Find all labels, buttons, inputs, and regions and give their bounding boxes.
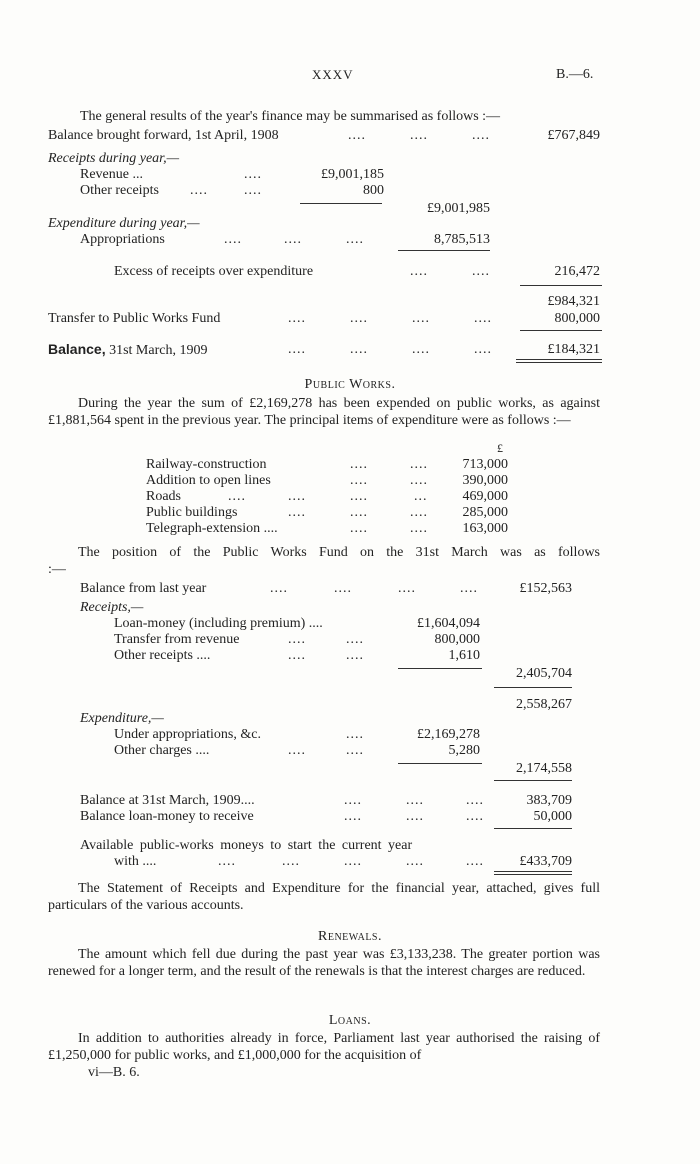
item-amount: 285,000 xyxy=(462,505,508,520)
leader-dots: .... xyxy=(350,342,368,357)
leader-dots: .... xyxy=(350,505,368,520)
currency-symbol: £ xyxy=(497,441,503,455)
sum-rule xyxy=(494,828,572,829)
balance-end-label xyxy=(48,341,207,359)
leader-dots: .... xyxy=(270,581,288,596)
expenditure-title: Expenditure during year,— xyxy=(48,216,200,231)
leader-dots: .... xyxy=(350,311,368,326)
fund-receipts-total: 2,405,704 xyxy=(516,666,572,681)
leader-dots: .... xyxy=(350,521,368,536)
leader-dots: .... xyxy=(472,128,490,143)
sum-rule xyxy=(398,763,482,764)
item-label: Roads xyxy=(146,489,181,504)
balance-march-amount: 383,709 xyxy=(526,793,572,808)
receipts-title: Receipts during year,— xyxy=(48,151,180,166)
balance-loan-amount: 50,000 xyxy=(533,809,572,824)
statement-paragraph: The Statement of Receipts and Expenditure for the financial year, attached, gives full particulars of the various accounts. xyxy=(48,881,600,913)
sum-rule xyxy=(520,285,602,286)
public-works-heading: Public Works. xyxy=(304,377,396,392)
leader-dots: .... xyxy=(412,342,430,357)
loan-money-amount: £1,604,094 xyxy=(417,616,480,631)
fund-expenditure-total: 2,174,558 xyxy=(516,761,572,776)
available-line-2: with .... xyxy=(114,854,157,869)
leader-dots: .... xyxy=(410,457,428,472)
leader-dots: .... xyxy=(288,505,306,520)
item-label: Public buildings xyxy=(146,505,238,520)
loan-money-label: Loan-money (including premium) .... xyxy=(114,616,323,631)
item-label: Railway-construction xyxy=(146,457,267,472)
item-amount: 469,000 xyxy=(462,489,508,504)
leader-dots: .... xyxy=(412,311,430,326)
under-appropriations-label: Under appropriations, &c. xyxy=(114,727,261,742)
receipts-total: £9,001,985 xyxy=(427,201,490,216)
leader-dots: .... xyxy=(406,793,424,808)
leader-dots: .... xyxy=(334,581,352,596)
leader-dots: .... xyxy=(346,743,364,758)
leader-dots: .... xyxy=(346,727,364,742)
other-charges-amount: 5,280 xyxy=(448,743,480,758)
under-appropriations-amount: £2,169,278 xyxy=(417,727,480,742)
leader-dots: .... xyxy=(346,648,364,663)
balance-forward-amount: £767,849 xyxy=(547,128,600,143)
leader-dots: .... xyxy=(410,505,428,520)
fund-other-receipts-amount: 1,610 xyxy=(448,648,480,663)
fund-other-receipts-label: Other receipts .... xyxy=(114,648,211,663)
transfer-amount: 800,000 xyxy=(554,311,600,326)
sum-rule xyxy=(398,668,482,669)
leader-dots: .... xyxy=(282,854,300,869)
leader-dots: .... xyxy=(410,473,428,488)
item-label: Addition to open lines xyxy=(146,473,271,488)
leader-dots: .... xyxy=(344,809,362,824)
leader-dots: .... xyxy=(410,264,428,279)
balance-end-bold: Balance, xyxy=(48,341,106,357)
revenue-amount: £9,001,185 xyxy=(321,167,384,182)
leader-dots: .... xyxy=(244,167,262,182)
sum-rule xyxy=(300,203,382,204)
renewals-heading: Renewals. xyxy=(318,929,382,944)
leader-dots: .... xyxy=(288,648,306,663)
sum-rule xyxy=(494,780,572,781)
leader-dots: .... xyxy=(288,489,306,504)
other-receipts-label: Other receipts xyxy=(80,183,159,198)
leader-dots: .... xyxy=(466,809,484,824)
leader-dots: .... xyxy=(410,128,428,143)
balance-end-amount: £184,321 xyxy=(547,342,600,357)
summary-intro: The general results of the year's finance may be summarised as follows :— xyxy=(80,109,501,124)
loans-heading: Loans. xyxy=(328,1013,372,1028)
leader-dots: .... xyxy=(466,793,484,808)
leader-dots: .... xyxy=(350,457,368,472)
fund-receipts-title: Receipts,— xyxy=(80,600,144,615)
balance-last-amount: £152,563 xyxy=(519,581,572,596)
item-label: Telegraph-extension .... xyxy=(146,521,278,536)
leader-dots: .... xyxy=(346,632,364,647)
leader-dots: .... xyxy=(466,854,484,869)
balance-last-label: Balance from last year xyxy=(80,581,207,596)
appropriations-label: Appropriations xyxy=(80,232,165,247)
leader-dots: .... xyxy=(474,311,492,326)
double-rule xyxy=(494,871,572,875)
loans-paragraph: In addition to authorities already in force, Parliament last year authorised the raising of £1,250,000 for public works, and £1,000,000 for the acquisition of xyxy=(48,1031,600,1063)
balance-march-label: Balance at 31st March, 1909.... xyxy=(80,793,255,808)
leader-dots: .... xyxy=(228,489,246,504)
leader-dots: .... xyxy=(288,743,306,758)
leader-dots: ... xyxy=(414,489,428,504)
leader-dots: .... xyxy=(406,809,424,824)
excess-amount: 216,472 xyxy=(554,264,600,279)
public-works-paragraph: During the year the sum of £2,169,278 has been expended on public works, as against £1,881,564 spent in the previous year. The principal items of expenditure were as follows :— xyxy=(48,396,600,428)
signature-mark: vi—B. 6. xyxy=(88,1065,140,1080)
sum-rule xyxy=(398,250,490,251)
leader-dots: .... xyxy=(218,854,236,869)
leader-dots: .... xyxy=(410,521,428,536)
balance-forward-label: Balance brought forward, 1st April, 1908 xyxy=(48,128,279,143)
fund-subtotal: 2,558,267 xyxy=(516,697,572,712)
fund-paragraph: The position of the Public Works Fund on the 31st March was as follows :— xyxy=(48,545,600,577)
sum-rule xyxy=(494,687,572,688)
leader-dots: .... xyxy=(224,232,242,247)
fund-expenditure-title: Expenditure,— xyxy=(80,711,164,726)
item-amount: 713,000 xyxy=(462,457,508,472)
summary-subtotal: £984,321 xyxy=(547,294,600,309)
leader-dots: .... xyxy=(460,581,478,596)
leader-dots: .... xyxy=(244,183,262,198)
leader-dots: .... xyxy=(398,581,416,596)
leader-dots: .... xyxy=(288,311,306,326)
item-amount: 163,000 xyxy=(462,521,508,536)
renewals-paragraph: The amount which fell due during the past year was £3,133,238. The greater portion was renewed for a longer term, and the result of the renewals is that the interest charges are reduced. xyxy=(48,947,600,979)
appropriations-amount: 8,785,513 xyxy=(434,232,490,247)
available-amount: £433,709 xyxy=(519,854,572,869)
item-amount: 390,000 xyxy=(462,473,508,488)
leader-dots: .... xyxy=(350,489,368,504)
leader-dots: .... xyxy=(288,342,306,357)
available-line-1: Available public-works moneys to start the current year xyxy=(80,838,413,853)
page-number: XXXV xyxy=(312,67,354,82)
leader-dots: .... xyxy=(344,854,362,869)
revenue-label: Revenue ... xyxy=(80,167,143,182)
leader-dots: .... xyxy=(350,473,368,488)
transfer-label: Transfer to Public Works Fund xyxy=(48,311,221,326)
double-rule xyxy=(516,359,602,363)
transfer-revenue-amount: 800,000 xyxy=(434,632,480,647)
sum-rule xyxy=(520,330,602,331)
other-receipts-amount: 800 xyxy=(363,183,384,198)
transfer-revenue-label: Transfer from revenue xyxy=(114,632,240,647)
leader-dots: .... xyxy=(284,232,302,247)
leader-dots: .... xyxy=(346,232,364,247)
document-reference: B.—6. xyxy=(556,67,594,82)
leader-dots: .... xyxy=(190,183,208,198)
balance-end-rest: 31st March, 1909 xyxy=(105,343,208,358)
excess-label: Excess of receipts over expenditure xyxy=(114,264,314,279)
leader-dots: .... xyxy=(288,632,306,647)
leader-dots: .... xyxy=(344,793,362,808)
leader-dots: .... xyxy=(472,264,490,279)
balance-loan-label: Balance loan-money to receive xyxy=(80,809,254,824)
leader-dots: .... xyxy=(474,342,492,357)
leader-dots: .... xyxy=(406,854,424,869)
leader-dots: .... xyxy=(348,128,366,143)
other-charges-label: Other charges .... xyxy=(114,743,210,758)
